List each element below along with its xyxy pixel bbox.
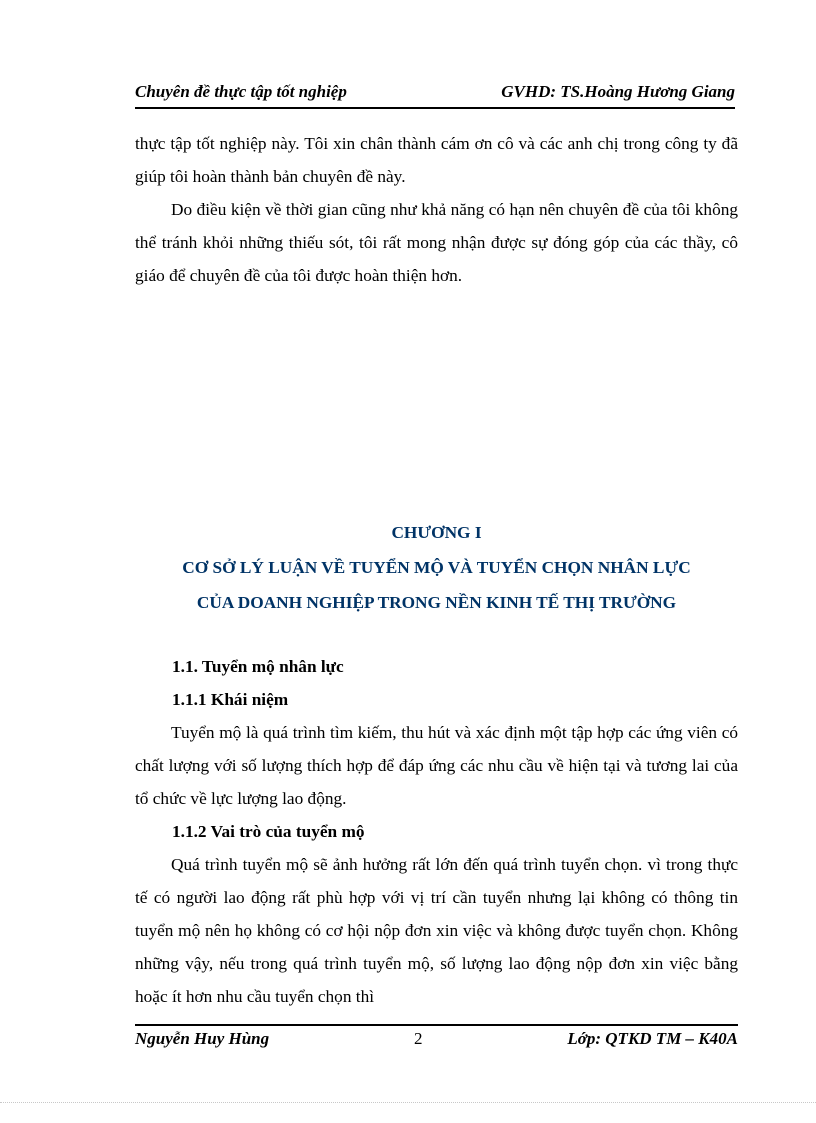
page-number: 2 <box>414 1029 423 1048</box>
footer-rule <box>135 1024 738 1026</box>
footer-author: Nguyễn Huy Hùng <box>135 1029 270 1048</box>
chapter-label: CHƯƠNG I <box>391 523 482 542</box>
section-heading-1-1-2: 1.1.2 Vai trò của tuyển mộ <box>172 822 365 841</box>
header-right-advisor: GVHD: TS.Hoàng Hương Giang <box>501 82 735 101</box>
page-header <box>135 82 735 102</box>
section-heading-1-1: 1.1. Tuyển mộ nhân lực <box>172 657 344 676</box>
body-paragraph-2: Do điều kiện về thời gian cũng như khả năng có hạn nên chuyên đề của tôi không thể tránh khỏi những thiếu sót, tôi rất mong nhận được sự đóng góp của các thầy, cô giáo để chuyên đề của tôi được hoàn thiện hơn. <box>135 200 738 285</box>
chapter-title-line-2: CỦA DOANH NGHIỆP TRONG NỀN KINH TẾ THỊ TRƯỜNG <box>196 593 677 612</box>
definition-paragraph: Tuyển mộ là quá trình tìm kiếm, thu hút và xác định một tập hợp các ứng viên có chất lượng với số lượng thích hợp để đáp ứng các nhu cầu về hiện tại và tương lai của tổ chức về lực lượng lao động. <box>135 723 738 808</box>
section-heading-1-1-1: 1.1.1 Khái niệm <box>172 690 289 709</box>
chapter-title-line-1: CƠ SỞ LÝ LUẬN VỀ TUYỂN MỘ VÀ TUYỂN CHỌN NHÂN LỰC <box>182 558 691 577</box>
body-paragraph-1: thực tập tốt nghiệp này. Tôi xin chân thành cám ơn cô và các anh chị trong công ty đã giúp tôi hoàn thành bản chuyên đề này. <box>135 134 738 186</box>
footer-class: Lớp: QTKD TM – K40A <box>567 1029 738 1048</box>
header-rule <box>135 107 735 109</box>
page-boundary-line <box>0 1102 816 1103</box>
role-paragraph: Quá trình tuyển mộ sẽ ảnh hưởng rất lớn đến quá trình tuyển chọn. vì trong thực tế có người lao động rất phù hợp với vị trí cần tuyển nhưng lại không có thông tin tuyển mộ nên họ không có cơ hội nộp đơn xin việc và không được tuyển chọn. Không những vậy, nếu trong quá trình tuyển mộ, số lượng lao động nộp đơn xin việc bằng hoặc ít hơn nhu cầu tuyển chọn thì <box>135 855 738 1006</box>
page-footer <box>135 1029 738 1049</box>
header-left-title: Chuyên đề thực tập tốt nghiệp <box>135 82 347 101</box>
